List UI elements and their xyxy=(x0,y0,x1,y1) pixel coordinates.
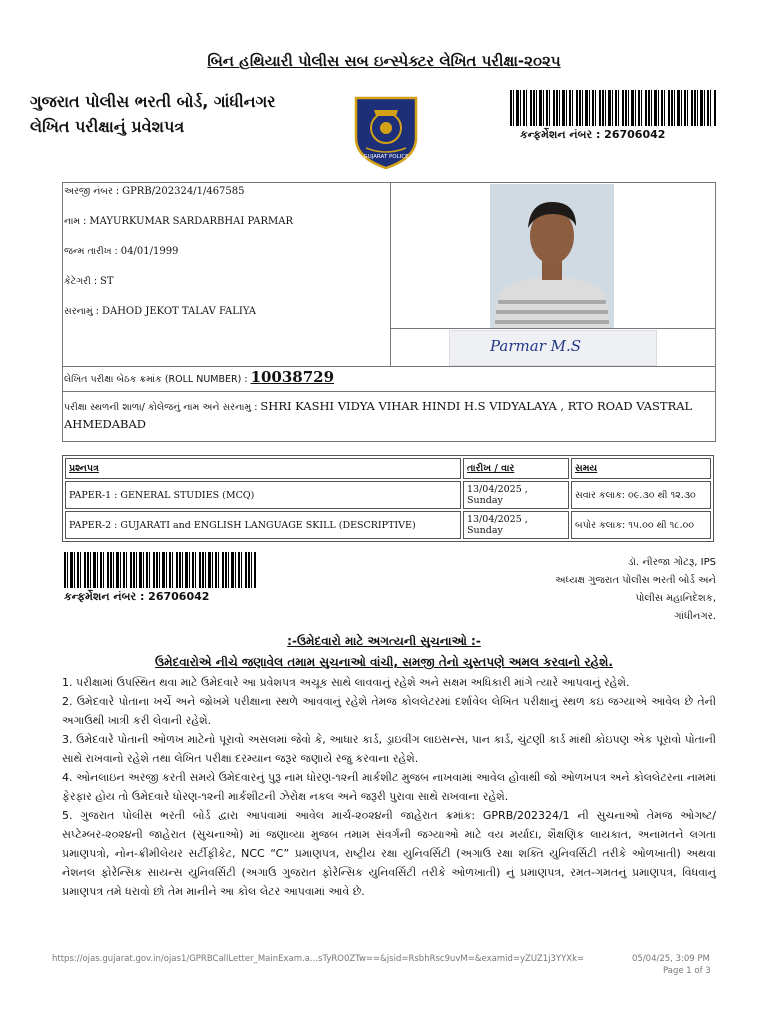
footer-datetime: 05/04/25, 3:09 PM xyxy=(632,954,710,964)
signatory-designation-2: પોલીસ મહાનિદેશક, xyxy=(635,593,716,604)
application-number-row xyxy=(64,186,245,197)
centre-label: પરીક્ષા સ્થળની શાળા/ કોલેજનું નામ અને સરનામુ : xyxy=(64,402,261,413)
table-row xyxy=(65,481,711,509)
document-title: લેખિત પરીક્ષાનું પ્રવેશપત્ર xyxy=(30,117,185,136)
paper-date: 13/04/2025 , Sunday xyxy=(463,481,569,509)
roll-number-label: લેખિત પરીક્ષા બેઠક ક્રમાંક (ROLL NUMBER) : xyxy=(64,374,251,385)
paper-date: 13/04/2025 , Sunday xyxy=(463,511,569,539)
footer-url: https://ojas.gujarat.gov.in/ojas1/GPRBCallLetter_MainExam.a...sTyRO0ZTw==&jsid=RsbhRsc9uvM=&examid=yZUZ1j3YYXk= xyxy=(52,954,585,964)
board-name: ગુજરાત પોલીસ ભરતી બોર્ડ, ગાંધીનગર xyxy=(30,92,276,111)
header-time: સમય xyxy=(571,458,711,479)
instructions-list xyxy=(62,673,716,901)
candidate-name: MAYURKUMAR SARDARBHAI PARMAR xyxy=(89,216,294,227)
paper-name: PAPER-2 : GUJARATI and ENGLISH LANGUAGE SKILL (DESCRIPTIVE) xyxy=(65,511,461,539)
address-row xyxy=(64,306,256,317)
notice-subtitle: ઉમેદવારોએ નીચે જણાવેલ તમામ સુચનાઓ વાંચી, સમજી તેનો ચુસ્તપણે અમલ કરવાનો રહેશે. xyxy=(155,655,613,669)
name-row xyxy=(64,216,293,227)
paper-time: સવાર કલાક: ૦૯.૩૦ થી ૧૨.૩૦ xyxy=(571,481,711,509)
instruction-item: 3. ઉમેદવારે પોતાની ઓળખ માટેનો પૂરાવો અસલમાં જેવો કે, આધાર કાર્ડ, ડ્રાઇવીંગ લાઇસન્સ, પાન કાર્ડ, ચુંટણી કાર્ડ માંથી કોઇપણ એક પૂરાવો પોતાની સાથે રાખવાનો રહેશે તથા લેખિત પરીક્ષા દરમ્યાન જરૂર જણાયે રજુ કરવાના રહેશે. xyxy=(62,733,716,765)
table-header-row xyxy=(65,458,711,479)
category-label: કેટેગરી : xyxy=(64,276,101,287)
confirmation-number-middle: કન્ફર્મેશન નંબર : 26706042 xyxy=(64,590,210,603)
barcode-top xyxy=(510,90,716,126)
signatory-location: ગાંધીનગર. xyxy=(674,611,716,622)
signatory-designation: અધ્યક્ષ ગુજરાત પોલીસ ભરતી બોર્ડ અને xyxy=(554,575,716,586)
name-label: નામ : xyxy=(64,216,90,227)
roll-number-row xyxy=(64,368,334,386)
candidate-signature xyxy=(449,330,657,366)
instruction-item: 5. ગુજરાત પોલીસ ભરતી બોર્ડ દ્વારા આપવામાં આવેલ માર્ચ-૨૦૨૪ની જાહેરાત ક્રમાંક: GPRB/202324/1 ની સુચનાઓ તેમજ ઓગષ્ટ/ સપ્ટેમ્બર-૨૦૨૪ની જાહેરાત (સુચનાઓ) માં જણાવ્યા મુજબ તમામ સંવર્ગની જગ્યાઓ માટે વય મર્યાદા, શૈક્ષણિક લાયકાત, અનામતને લગતા પ્રમાણપત્રો, નોન-ક્રીમીલેયર સર્ટીફીકેટ, NCC “C” પ્રમાણપત્ર, રાષ્ટ્રીય રક્ષા યુનિવર્સિટી (અગાઉ રક્ષા શક્તિ યુનિવર્સિટી તરીકે ઓળખાતી) અથવા નેશનલ ફોરેન્સિક સાયન્સ યુનિવર્સિટી (અગાઉ ગુજરાત ફોરેન્સિક યુનિવર્સિટી તરીકે ઓળખાતી) નું પ્રમાણપત્ર, રમત-ગમતનું પ્રમાણપત્ર, વિધવાનું પ્રમાણપત્ર તમે ધરાવો છો તેમ માનીને આ કોલ લેટર આપવામાં આવે છે. xyxy=(62,809,716,898)
paper-time: બપોર કલાક: ૧૫.૦૦ થી ૧૮.૦૦ xyxy=(571,511,711,539)
date-of-birth: 04/01/1999 xyxy=(120,246,179,257)
centre-row xyxy=(64,398,712,434)
footer-page-number: Page 1 of 3 xyxy=(663,966,711,976)
application-number-label: અરજી નંબર : xyxy=(64,186,123,197)
signature-text: Parmar M.S xyxy=(490,337,582,355)
category-row xyxy=(64,276,114,287)
header-date: તારીખ / વાર xyxy=(463,458,569,479)
header-paper: પ્રશ્નપત્ર xyxy=(65,458,461,479)
application-number: GPRB/202324/1/467585 xyxy=(122,186,245,197)
instruction-item: 4. ઓનલાઇન અરજી કરતી સમયે ઉમેદવારનું પુરૂ નામ ધોરણ-૧૨ની માર્કશીટ મુજબ નાખવામાં આવેલ હોવાથી જો ઓળખપત્ર અને કોલલેટરના નામમાં ફેરફાર હોય તો ઉમેદવારે ધોરણ-૧૨ની માર્કશીટની ઝેરોક્ષ નકલ અને જરૂરી પુરાવા સાથે રાખવાના રહેશે. xyxy=(62,771,716,803)
signatory-block xyxy=(555,554,716,626)
exam-centre: SHRI KASHI VIDYA VIHAR HINDI H.S VIDYALAYA , RTO ROAD VASTRAL AHMEDABAD xyxy=(64,399,693,431)
paper-name: PAPER-1 : GENERAL STUDIES (MCQ) xyxy=(65,481,461,509)
instruction-item: 2. ઉમેદવારે પોતાના ખર્ચે અને જોખમે પરીક્ષાના સ્થળે આવવાનું રહેશે તેમજ કોલલેટરમાં દર્શાવેલ લેખિત પરીક્ષાનું સ્થળ કઇ જગ્યાએ આવેલ છે તેની અગાઉથી ખાત્રી કરી લેવાની રહેશે. xyxy=(62,695,716,727)
category: ST xyxy=(100,276,114,287)
address-label: સરનામું : xyxy=(64,306,102,317)
candidate-photo xyxy=(490,184,614,328)
signatory-name: ડૉ. નીરજા ગોટરૂ, IPS xyxy=(627,557,716,568)
confirmation-number-top: કન્ફર્મેશન નંબર : 26706042 xyxy=(520,128,666,141)
notice-title: :-ઉમેદવારો માટે અગત્યની સુચનાઓ :- xyxy=(287,634,481,648)
exam-schedule-table xyxy=(62,455,714,542)
dob-label: જન્મ તારીખ : xyxy=(64,246,121,257)
logo-text: GUJARAT POLICE xyxy=(363,154,409,160)
gujarat-police-logo xyxy=(352,92,420,170)
barcode-middle xyxy=(64,552,256,588)
exam-title: બિન હથિયારી પોલીસ સબ ઇન્સ્પેક્ટર લેખિત પરીક્ષા-૨૦૨૫ xyxy=(207,52,561,70)
dob-row xyxy=(64,246,178,257)
instruction-item: 1. પરીક્ષામાં ઉપસ્થિત થવા માટે ઉમેદવારે આ પ્રવેશપત્ર અચૂક સાથે લાવવાનું રહેશે અને સક્ષમ અધિકારી માંગે ત્યારે આપવાનું રહેશે. xyxy=(62,676,630,689)
table-row xyxy=(65,511,711,539)
address: DAHOD JEKOT TALAV FALIYA xyxy=(101,306,256,317)
roll-number: 10038729 xyxy=(250,368,335,386)
